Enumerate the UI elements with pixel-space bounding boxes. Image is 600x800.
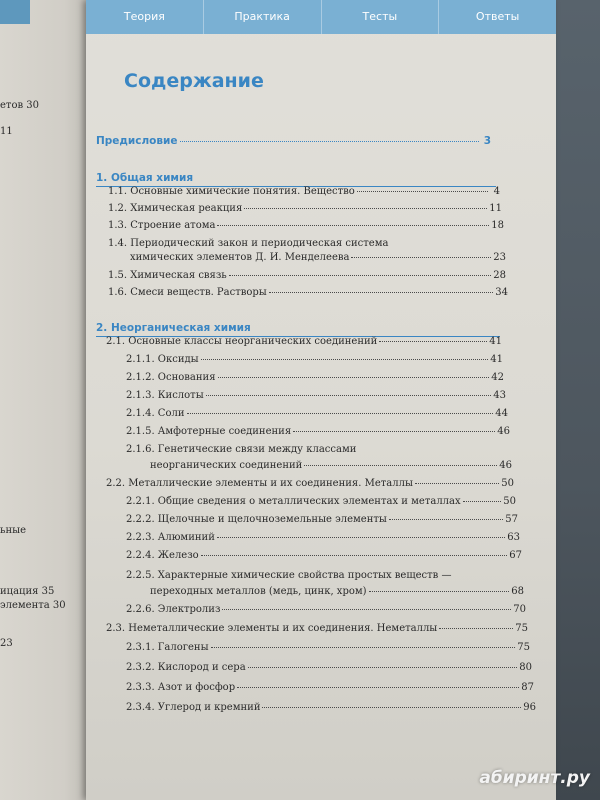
toc-page-number: 96: [523, 702, 536, 713]
page-title: Содержание: [124, 70, 264, 92]
toc-page-number: 67: [509, 550, 522, 561]
toc-page-number: 63: [507, 532, 520, 543]
toc-entry[interactable]: [130, 252, 506, 263]
toc-page-number: 28: [493, 270, 506, 281]
toc-entry[interactable]: [106, 623, 528, 634]
toc-entry[interactable]: [126, 514, 518, 525]
leader-dots: [379, 341, 487, 342]
toc-entry[interactable]: [126, 662, 532, 673]
toc-entry-label: 2.1.5. Амфотерные соединения: [126, 426, 292, 437]
previous-page-text: ицация 35: [0, 586, 55, 597]
toc-entry-label[interactable]: 1.4. Периодический закон и периодическая система: [108, 238, 389, 249]
toc-entry-label: неорганических соединений: [150, 460, 303, 471]
toc-page-number: 4: [493, 186, 500, 197]
toc-entry-label: 2.1.4. Соли: [126, 408, 185, 419]
leader-dots: [237, 687, 519, 688]
tab-answers[interactable]: Ответы: [475, 10, 520, 23]
section-heading: 2. Неорганическая химия: [96, 322, 251, 334]
toc-page: [86, 0, 556, 800]
leader-dots: [229, 275, 492, 276]
toc-entry-label: 2.1. Основные классы неорганических соединений: [106, 336, 378, 347]
toc-entry-label: 1.2. Химическая реакция: [108, 203, 243, 214]
toc-entry[interactable]: [126, 702, 536, 713]
toc-entry[interactable]: [126, 550, 522, 561]
toc-entry[interactable]: [108, 186, 500, 197]
toc-entry[interactable]: [150, 586, 524, 597]
toc-page-number: 87: [521, 682, 534, 693]
toc-page-number: 3: [483, 135, 491, 147]
toc-page-number: 11: [489, 203, 502, 214]
toc-entry-label: 2.3.3. Азот и фосфор: [126, 682, 236, 693]
toc-entry[interactable]: [108, 203, 502, 214]
toc-page-number: 18: [491, 220, 504, 231]
toc-page-number: 46: [497, 426, 510, 437]
leader-dots: [187, 413, 494, 414]
toc-page-number: 80: [519, 662, 532, 673]
toc-entry-label: 1.6. Смеси веществ. Растворы: [108, 287, 267, 298]
toc-entry-preface[interactable]: [96, 135, 491, 147]
toc-page-number: 46: [499, 460, 512, 471]
leader-dots: [439, 628, 513, 629]
toc-page-number: 57: [505, 514, 518, 525]
previous-page-text: 11: [0, 126, 13, 137]
toc-entry[interactable]: [126, 496, 516, 507]
leader-dots: [218, 377, 490, 378]
toc-entry-label: 2.2.6. Электролиз: [126, 604, 221, 615]
toc-entry-label: Предисловие: [96, 135, 178, 147]
toc-entry-label: 2.2.3. Алюминий: [126, 532, 215, 543]
leader-dots: [389, 519, 503, 520]
toc-entry-label: 2.1.2. Основания: [126, 372, 216, 383]
toc-page-number: 43: [493, 390, 506, 401]
leader-dots: [211, 647, 516, 648]
leader-dots: [201, 555, 508, 556]
leader-dots: [180, 141, 479, 142]
toc-entry-label[interactable]: 2.2.5. Характерные химические свойства простых веществ —: [126, 570, 452, 581]
leader-dots: [357, 191, 488, 192]
leader-dots: [304, 465, 497, 466]
leader-dots: [269, 292, 493, 293]
leader-dots: [369, 591, 510, 592]
toc-entry-label: 2.3.4. Углерод и кремний: [126, 702, 261, 713]
toc-entry-label: 1.1. Основные химические понятия. Вещество: [108, 186, 355, 197]
leader-dots: [206, 395, 492, 396]
top-nav-bar: [86, 0, 556, 34]
toc-entry-label: переходных металлов (медь, цинк, хром): [150, 586, 367, 597]
toc-page-number: 70: [513, 604, 526, 615]
toc-page-number: 42: [491, 372, 504, 383]
toc-entry-label: 1.5. Химическая связь: [108, 270, 227, 281]
toc-entry-label: 2.3.2. Кислород и сера: [126, 662, 246, 673]
toc-entry-label: 2.2. Металлические элементы и их соединения. Металлы: [106, 478, 413, 489]
toc-entry-label: 1.3. Строение атома: [108, 220, 216, 231]
tab-practice[interactable]: Практика: [204, 0, 322, 34]
toc-page-number: 44: [495, 408, 508, 419]
toc-entry[interactable]: [126, 372, 504, 383]
previous-page-text: ьные: [0, 525, 26, 536]
toc-entry[interactable]: [126, 604, 526, 615]
toc-entry-label: 2.3.1. Галогены: [126, 642, 209, 653]
toc-entry[interactable]: [126, 532, 520, 543]
toc-entry[interactable]: [126, 642, 530, 653]
toc-entry[interactable]: [108, 270, 506, 281]
toc-entry[interactable]: [126, 354, 503, 365]
toc-entry-label: 2.1.1. Оксиды: [126, 354, 199, 365]
toc-page-number: 50: [503, 496, 516, 507]
toc-entry[interactable]: [126, 390, 506, 401]
toc-page-number: 75: [515, 623, 528, 634]
leader-dots: [262, 707, 521, 708]
toc-entry[interactable]: [126, 426, 510, 437]
leader-dots: [415, 483, 499, 484]
previous-page-blue-band: [0, 0, 30, 24]
watermark-logo: абиринт.ру: [479, 768, 590, 788]
leader-dots: [244, 208, 487, 209]
leader-dots: [217, 537, 505, 538]
previous-page-text: элемента 30: [0, 600, 66, 611]
toc-entry[interactable]: [126, 408, 508, 419]
leader-dots: [293, 431, 495, 432]
toc-entry-label: 2.2.2. Щелочные и щелочноземельные элементы: [126, 514, 387, 525]
toc-entry[interactable]: [150, 460, 512, 471]
leader-dots: [351, 257, 491, 258]
toc-entry-label: 2.2.1. Общие сведения о металлических элементах и металлах: [126, 496, 461, 507]
previous-page-text: 23: [0, 638, 13, 649]
previous-page-text: етов 30: [0, 100, 40, 111]
toc-entry[interactable]: [106, 478, 514, 489]
toc-page-number: 75: [517, 642, 530, 653]
toc-entry[interactable]: [126, 682, 534, 693]
toc-entry[interactable]: [106, 336, 502, 347]
toc-entry-label[interactable]: 2.1.6. Генетические связи между классами: [126, 444, 357, 455]
toc-page-number: 41: [490, 354, 503, 365]
toc-entry[interactable]: [108, 287, 508, 298]
leader-dots: [222, 609, 511, 610]
tab-tests[interactable]: Тесты: [322, 0, 440, 34]
leader-dots: [201, 359, 489, 360]
tab-theory[interactable]: Теория: [86, 0, 204, 34]
toc-entry[interactable]: [108, 220, 504, 231]
leader-dots: [248, 667, 518, 668]
toc-entry-label: 2.1.3. Кислоты: [126, 390, 204, 401]
toc-entry-label: 2.3. Неметаллические элементы и их соединения. Неметаллы: [106, 623, 438, 634]
toc-page-number: 41: [489, 336, 502, 347]
previous-page-edge: [0, 0, 92, 800]
section-heading: 1. Общая химия: [96, 172, 194, 184]
toc-entry-label: 2.2.4. Железо: [126, 550, 199, 561]
toc-page-number: 23: [493, 252, 506, 263]
leader-dots: [463, 501, 502, 502]
toc-entry-label: химических элементов Д. И. Менделеева: [130, 252, 350, 263]
toc-page-number: 34: [495, 287, 508, 298]
toc-page-number: 68: [511, 586, 524, 597]
leader-dots: [217, 225, 489, 226]
toc-page-number: 50: [501, 478, 514, 489]
